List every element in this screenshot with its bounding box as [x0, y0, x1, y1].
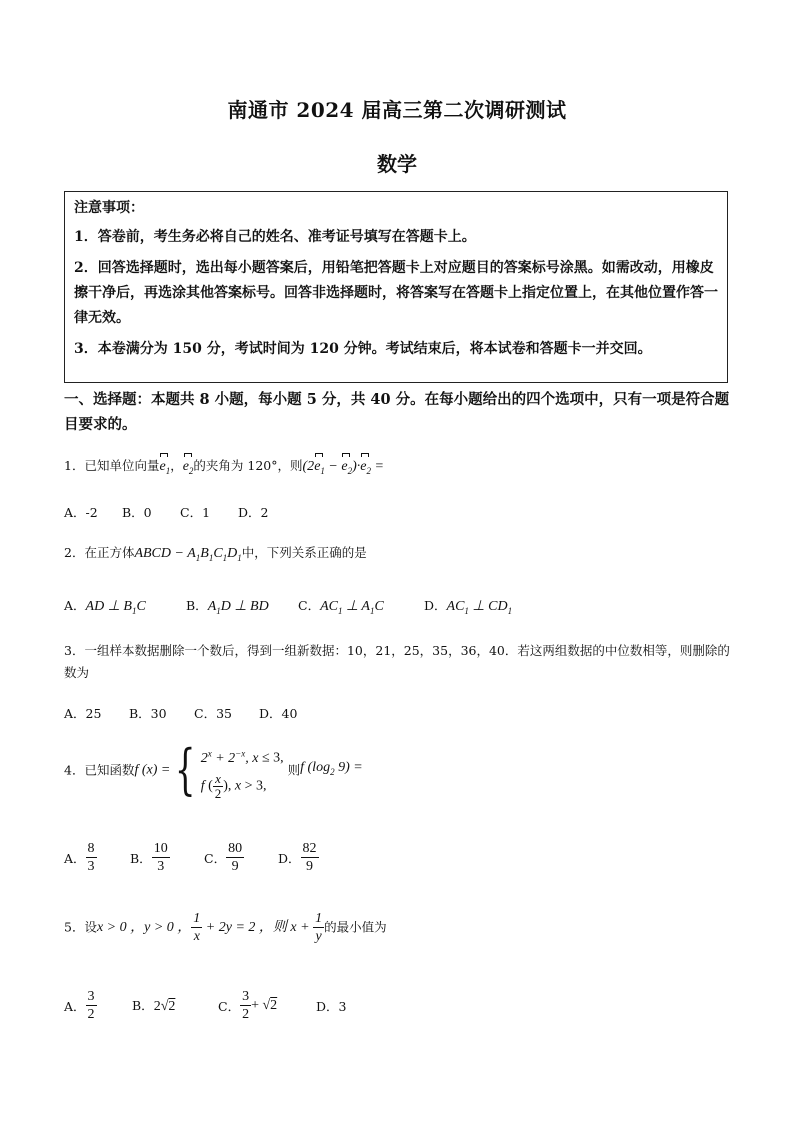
q4-prefix: 4．已知函数	[64, 762, 135, 778]
q5-options	[64, 988, 346, 1023]
q2-option-b: B．$A_1D$ ⊥ BD	[186, 598, 269, 616]
q3-options	[64, 704, 297, 722]
q4-case-1: $2^x + 2^{-x}$, x ≤ 3,	[200, 748, 284, 766]
question-2	[64, 542, 734, 569]
q2-options	[64, 596, 512, 616]
q3-option-c: C．35	[194, 706, 232, 721]
q4-function: f (x) =	[134, 762, 171, 778]
q1-options	[64, 503, 268, 521]
q4-options	[64, 840, 319, 875]
q1-expression: $(2e_1 - e_2)\cdot e_2$ =	[303, 459, 384, 474]
q4-option-d: D． $\frac{82}{9}$	[278, 841, 317, 874]
question-5	[64, 910, 734, 945]
q1-option-c: C．1	[180, 505, 211, 520]
q1-vector-e1: $e_1$	[159, 459, 170, 474]
q2-prefix: 2．在正方体	[64, 545, 135, 560]
q4-case-2: f ( $\frac{x}{2}$ ), x > 3,	[200, 770, 267, 801]
notice-head: 注意事项：	[74, 200, 144, 216]
q4-option-b: B． $\frac{10}{3}$	[130, 841, 168, 874]
section-heading: 一、选择题：本题共 8 小题，每小题 5 分，共 40 分。在每小题给出的四个选项中，只有一项是符合题目要求的。	[64, 391, 730, 433]
q5-option-b: B．2√2	[132, 998, 176, 1014]
q5-option-c: C． $\frac{3}{2}$ + √2	[218, 989, 278, 1022]
q4-suffix: 则	[287, 762, 301, 778]
notice-item-2: 2．回答选择题时，选出每小题答案后，用铅笔把答题卡上对应题目的答案标号涂黑。如需改动，用橡皮擦干净后，再选涂其他答案标号。回答非选择题时，将答案写在答题卡上指定位置上，在其他位置作答一律无效。	[74, 260, 718, 326]
q5-option-a: A． $\frac{3}{2}$	[64, 989, 95, 1022]
question-3: 3．一组样本数据删除一个数后，得到一组新数据：10，21，25，35，36，40．若这两组数据的中位数相等，则删除的数为	[64, 643, 730, 680]
q1-option-d: D．2	[238, 505, 269, 520]
question-4	[64, 740, 734, 801]
q5-option-d: D．3	[316, 998, 347, 1014]
q2-cube: ABCD − $A_1B_1C_1D_1$	[134, 546, 242, 563]
question-1: 1．已知单位向量$e_1$，$e_2$的夹角为 120°，则$(2e_1 - e_2)\cdot e_2$ =	[64, 455, 734, 482]
q1-option-b: B．0	[122, 505, 152, 520]
q1-prefix: 1．已知单位向量	[64, 458, 160, 473]
q5-suffix: 的最小值为	[324, 919, 387, 935]
q1-mid: 的夹角为 120°，则	[193, 458, 303, 473]
q1-option-a: A．-2	[64, 505, 98, 520]
notice-item-1: 1．答卷前，考生务必将自己的姓名、准考证号填写在答题卡上。	[74, 229, 476, 245]
exam-title: 南通市 2024 届高三第二次调研测试	[227, 98, 567, 122]
q4-expression: f ($\log_2$ 9) =	[300, 760, 363, 778]
q5-condition: x > 0 ，y > 0 ， $\frac{1}{x}$ + 2y = 2 ，则 x + $\frac{1}{y}$	[96, 911, 323, 944]
notice-box	[64, 191, 728, 383]
q4-piecewise	[201, 740, 284, 801]
subject-title: 数学	[377, 152, 417, 176]
q3-option-b: B．30	[129, 706, 167, 721]
notice-item-3: 3．本卷满分为 150 分，考试时间为 120 分钟。考试结束后，将本试卷和答题卡一并交回。	[74, 341, 652, 357]
q4-option-a: A． $\frac{8}{3}$	[64, 841, 95, 874]
q3-option-a: A．25	[64, 706, 102, 721]
q3-option-d: D．40	[259, 706, 298, 721]
q5-prefix: 5．设	[64, 919, 97, 935]
q4-option-c: C． $\frac{80}{9}$	[204, 841, 243, 874]
q2-suffix: 中，下列关系正确的是	[241, 545, 367, 560]
q1-vector-e2: $e_2$	[183, 459, 194, 474]
q2-option-c: C．$AC_1$ ⊥ $A_1C$	[298, 598, 384, 616]
q2-option-d: D．$AC_1$ ⊥ $CD_1$	[424, 598, 513, 616]
q2-option-a: A．AD ⊥ $B_1C$	[64, 598, 146, 616]
q4-brace: {	[175, 738, 196, 802]
